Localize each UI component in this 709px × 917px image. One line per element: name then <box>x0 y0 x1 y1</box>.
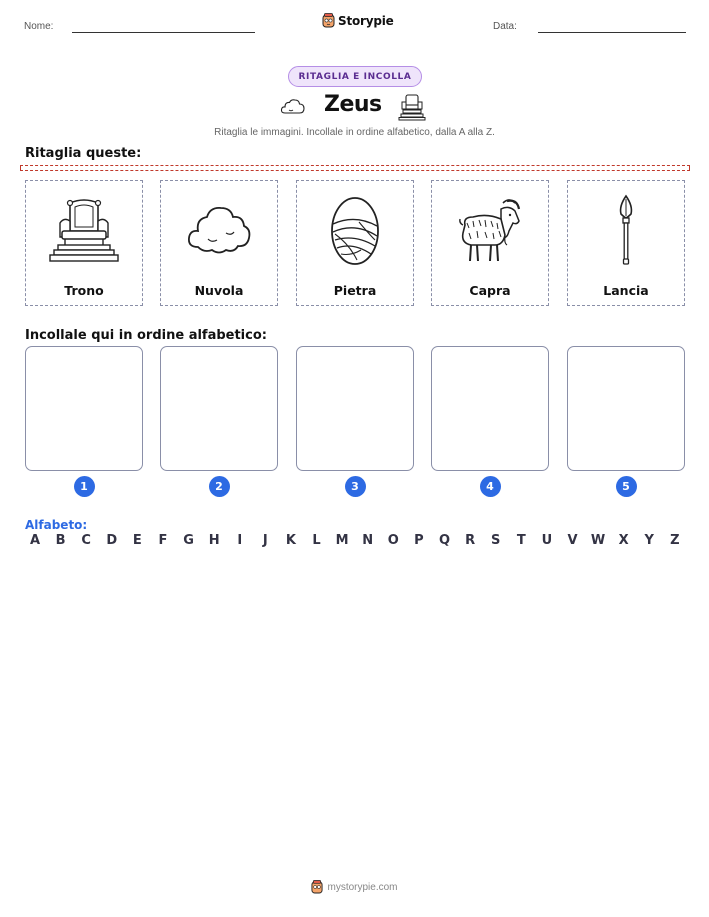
slot-number-badge: 4 <box>480 476 501 497</box>
title-row <box>280 92 430 124</box>
alphabet-letter: X <box>618 533 629 548</box>
alphabet-heading: Alfabeto: <box>25 518 88 532</box>
wrapped-stone-icon <box>329 194 381 266</box>
alphabet-letter: Y <box>644 533 654 548</box>
alphabet-letter: J <box>262 533 268 548</box>
alphabet-letter: D <box>106 533 118 548</box>
alphabet-letter: B <box>55 533 66 548</box>
alphabet-letter: L <box>312 533 321 548</box>
cut-card-lancia[interactable] <box>567 180 685 306</box>
goat-icon <box>457 195 523 265</box>
paste-slot-5[interactable] <box>567 346 685 471</box>
alphabet-letter: P <box>414 533 424 548</box>
page-title: Zeus <box>324 92 382 117</box>
throne-icon <box>48 197 120 263</box>
alphabet-letter: Q <box>438 533 451 548</box>
alphabet-letter: T <box>516 533 526 548</box>
paste-slot-2[interactable] <box>160 346 278 471</box>
instructions: Ritaglia le immagini. Incollale in ordine alfabetico, dalla A alla Z. <box>214 127 495 138</box>
brand-name: Storypie <box>338 13 394 28</box>
cut-section-heading: Ritaglia queste: <box>25 146 142 161</box>
slot-number-badge: 3 <box>345 476 366 497</box>
cloud-icon <box>280 98 306 116</box>
storypie-mascot-icon <box>322 13 335 28</box>
alphabet-letter: F <box>158 533 168 548</box>
alphabet-letter: R <box>465 533 476 548</box>
alphabet-letter: E <box>132 533 142 548</box>
cut-line <box>20 165 690 171</box>
date-line[interactable] <box>538 32 686 33</box>
card-label: Nuvola <box>194 283 244 298</box>
card-label: Capra <box>469 283 511 298</box>
cut-card-trono[interactable] <box>25 180 143 306</box>
paste-slot-3[interactable] <box>296 346 414 471</box>
cloud-icon <box>186 203 252 257</box>
alphabet-letter: Z <box>670 533 680 548</box>
alphabet-letter: N <box>362 533 374 548</box>
alphabet-row <box>25 533 685 548</box>
alphabet-letter: W <box>590 533 606 548</box>
name-line[interactable] <box>72 32 255 33</box>
storypie-mascot-icon <box>311 880 323 894</box>
cut-card-capra[interactable] <box>431 180 549 306</box>
footer <box>0 880 709 894</box>
alphabet-letter: H <box>208 533 220 548</box>
alphabet-letter: I <box>237 533 243 548</box>
alphabet-letter: V <box>567 533 578 548</box>
alphabet-letter: M <box>335 533 349 548</box>
footer-url[interactable]: mystorypie.com <box>327 881 398 893</box>
alphabet-letter: C <box>81 533 91 548</box>
throne-icon <box>398 93 426 121</box>
paste-section-heading: Incollale qui in ordine alfabetico: <box>25 328 267 343</box>
date-label: Data: <box>493 21 517 32</box>
paste-slot-1[interactable] <box>25 346 143 471</box>
name-label: Nome: <box>24 21 54 32</box>
slot-number-badge: 1 <box>74 476 95 497</box>
brand-logo <box>322 13 394 28</box>
alphabet-letter: A <box>29 533 41 548</box>
alphabet-letter: S <box>491 533 501 548</box>
spear-icon <box>616 194 636 266</box>
slot-number-badge: 2 <box>209 476 230 497</box>
alphabet-letter: K <box>285 533 296 548</box>
cut-card-pietra[interactable] <box>296 180 414 306</box>
slot-number-badge: 5 <box>616 476 637 497</box>
paste-slot-4[interactable] <box>431 346 549 471</box>
alphabet-letter: U <box>541 533 553 548</box>
activity-badge: RITAGLIA E INCOLLA <box>288 66 422 87</box>
card-label: Pietra <box>333 283 377 298</box>
alphabet-letter: G <box>183 533 194 548</box>
alphabet-letter: O <box>387 533 399 548</box>
card-label: Trono <box>64 283 104 298</box>
card-label: Lancia <box>603 283 649 298</box>
cut-card-nuvola[interactable] <box>160 180 278 306</box>
